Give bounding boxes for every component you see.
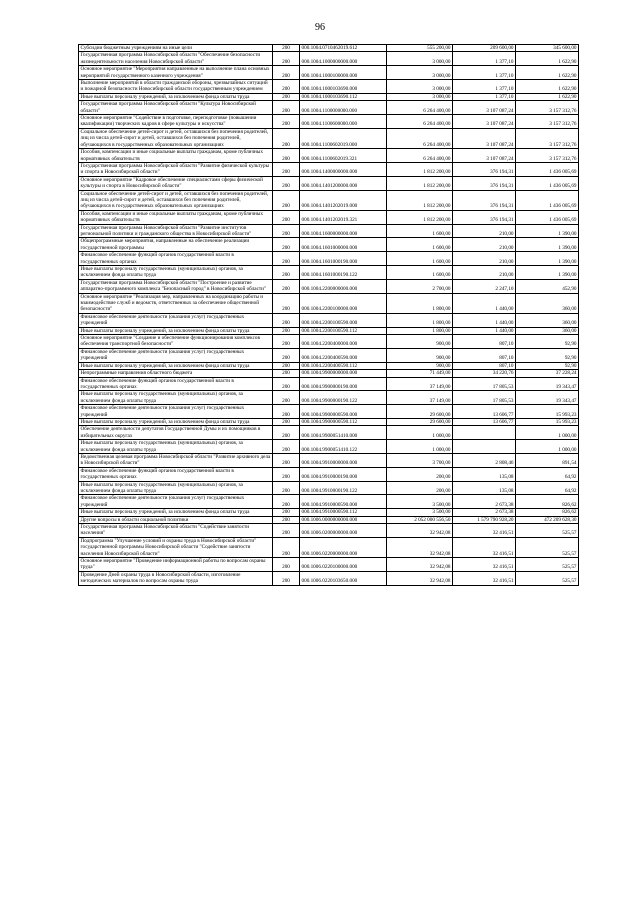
row-name-cell: Государственная программа Новосибирской области "Развитие физической культуры и спорта в Новосибирской области" (79, 162, 273, 176)
row-name-cell: Финансовое обеспечение деятельности (оказания услуг) государственных учреждений (79, 313, 273, 327)
row-approved-cell: 3 500,00 (387, 509, 453, 516)
row-code-cell: 200 (273, 279, 300, 293)
row-name-cell: Государственная программа Новосибирской области "Развитие институтов региональной политики и гражданского общества в Новосибирской области" (79, 224, 273, 238)
row-executed-cell: 3 107 087,24 (453, 149, 516, 163)
row-approved-cell: 6 264 400,00 (387, 128, 453, 148)
row-kbk-cell: 000.1004.9910000590.112 (300, 509, 387, 516)
row-kbk-cell: 000.1004.1600000000.000 (300, 224, 387, 238)
row-executed-cell: 1 377,10 (453, 80, 516, 94)
page-number: 96 (315, 22, 325, 33)
row-code-cell: 200 (273, 66, 300, 80)
row-remaining-cell: 360,00 (516, 293, 579, 313)
row-executed-cell: 1 440,00 (453, 327, 516, 334)
row-kbk-cell: 000.1004.0710462019.612 (300, 45, 387, 52)
row-code-cell: 200 (273, 128, 300, 148)
row-code-cell: 200 (273, 362, 300, 369)
budget-table-body (79, 45, 579, 586)
row-name-cell: Социальное обеспечение детей-сирот и детей, оставшихся без попечения родителей, лиц из числа детей-сирот и детей, оставшихся без попечения родителей, обучающихся в государственных образовательных организациях (79, 128, 273, 148)
row-kbk-cell: 000.1004.1100600000.000 (300, 115, 387, 129)
row-name-cell: Основное мероприятие "Мероприятия направленные на выполнение плана основных мероприятий государственного казенного учреждения" (79, 66, 273, 80)
row-executed-cell: 32 416,51 (453, 524, 516, 538)
row-executed-cell: 3 107 087,24 (453, 128, 516, 148)
table-row (79, 293, 579, 313)
row-name-cell: Иные выплаты персоналу учреждений, за исключением фонда оплаты труда (79, 362, 273, 369)
row-kbk-cell: 000.1004.9900000590.000 (300, 405, 387, 419)
row-approved-cell: 1 600,00 (387, 266, 453, 280)
row-name-cell: Основное мероприятие "Содействие в подготовке, переподготовке (повышении квалификации) творческих кадров в сфере культуры и искусства" (79, 115, 273, 129)
table-row (79, 190, 579, 210)
row-code-cell: 200 (273, 327, 300, 334)
row-approved-cell: 1 800,00 (387, 327, 453, 334)
row-approved-cell: 1 800,00 (387, 313, 453, 327)
row-remaining-cell: 1 622,90 (516, 66, 579, 80)
row-code-cell: 200 (273, 516, 300, 523)
row-executed-cell: 17 805,53 (453, 391, 516, 405)
row-approved-cell: 1 000,00 (387, 426, 453, 440)
row-kbk-cell: 000.1004.1100602019.000 (300, 128, 387, 148)
row-name-cell: Финансовое обеспечение функций органов государственной власти в государственных органах (79, 252, 273, 266)
table-row (79, 516, 579, 523)
row-kbk-cell: 000.1004.9900000190.122 (300, 391, 387, 405)
table-row (79, 348, 579, 362)
row-kbk-cell: 000.1004.9900000590.112 (300, 418, 387, 425)
row-kbk-cell: 000.1004.9900000190.000 (300, 377, 387, 391)
row-name-cell: Непрограммные направления областного бюджета (79, 370, 273, 377)
row-approved-cell: 900,00 (387, 362, 453, 369)
row-approved-cell: 3 500,00 (387, 495, 453, 509)
row-code-cell: 200 (273, 224, 300, 238)
row-remaining-cell: 1 622,90 (516, 52, 579, 66)
table-row (79, 176, 579, 190)
row-executed-cell: 376 194,31 (453, 210, 516, 224)
row-name-cell: Финансовое обеспечение деятельности (оказания услуг) государственных учреждений (79, 348, 273, 362)
row-code-cell: 200 (273, 101, 300, 115)
row-code-cell: 200 (273, 210, 300, 224)
row-approved-cell: 6 264 400,00 (387, 115, 453, 129)
row-kbk-cell: 000.1004.9910000190.000 (300, 467, 387, 481)
table-row (79, 279, 579, 293)
row-executed-cell: 32 416,51 (453, 558, 516, 572)
row-approved-cell: 900,00 (387, 348, 453, 362)
row-remaining-cell: 1 622,90 (516, 80, 579, 94)
row-name-cell: Субсидии бюджетным учреждениям на иные цели (79, 45, 273, 52)
row-name-cell: Финансовое обеспечение деятельности (оказания услуг) государственных учреждений (79, 495, 273, 509)
row-executed-cell: 807,10 (453, 362, 516, 369)
row-executed-cell: 210,00 (453, 252, 516, 266)
table-row (79, 52, 579, 66)
row-code-cell: 200 (273, 524, 300, 538)
row-code-cell: 200 (273, 238, 300, 252)
row-name-cell: Государственная программа Новосибирской области "Содействие занятости населения" (79, 524, 273, 538)
row-remaining-cell: 64,92 (516, 467, 579, 481)
row-kbk-cell: 000.1004.9910000190.122 (300, 481, 387, 495)
row-approved-cell: 3 000,00 (387, 66, 453, 80)
row-approved-cell: 3 000,00 (387, 93, 453, 100)
row-remaining-cell: 452,90 (516, 279, 579, 293)
row-approved-cell: 6 264 400,00 (387, 101, 453, 115)
row-approved-cell: 1 800,00 (387, 293, 453, 313)
row-code-cell: 200 (273, 495, 300, 509)
row-name-cell: Проведение Дней охраны труда в Новосибирской области, изготовление методических материалов по вопросам охраны труда (79, 571, 273, 585)
row-code-cell: 200 (273, 391, 300, 405)
row-executed-cell: 1 440,00 (453, 293, 516, 313)
row-kbk-cell: 000.1004.9900000000.000 (300, 370, 387, 377)
row-executed-cell: 3 107 087,24 (453, 101, 516, 115)
row-executed-cell: 2 808,46 (453, 453, 516, 467)
row-approved-cell: 32 942,08 (387, 524, 453, 538)
row-executed-cell: 376 194,31 (453, 162, 516, 176)
row-approved-cell: 3 000,00 (387, 52, 453, 66)
row-remaining-cell: 1 436 005,69 (516, 210, 579, 224)
row-executed-cell: 1 377,10 (453, 66, 516, 80)
table-row (79, 481, 579, 495)
row-name-cell: Ведомственная целевая программа Новосибирской области "Развитие архивного дела в Новосибирской области" (79, 453, 273, 467)
row-kbk-cell: 000.1004.1401200000.000 (300, 176, 387, 190)
row-executed-cell: 13 606,77 (453, 405, 516, 419)
table-row (79, 391, 579, 405)
row-code-cell: 200 (273, 293, 300, 313)
row-kbk-cell: 000.1004.9900051410.122 (300, 440, 387, 454)
table-row (79, 335, 579, 349)
row-kbk-cell: 000.1004.9910000000.000 (300, 453, 387, 467)
table-row (79, 128, 579, 148)
row-code-cell: 200 (273, 453, 300, 467)
row-name-cell: Выполнение мероприятий в области гражданской обороны, чрезвычайных ситуаций и пожарной безопасности Новосибирской области государственным учреждением (79, 80, 273, 94)
row-approved-cell: 32 942,08 (387, 558, 453, 572)
table-row (79, 467, 579, 481)
row-name-cell: Основное мероприятие "Кадровое обеспечение специалистами сферы физической культуры и спорта в Новосибирской области" (79, 176, 273, 190)
table-row (79, 210, 579, 224)
row-kbk-cell: 000.1004.1401202019.000 (300, 190, 387, 210)
row-kbk-cell: 000.1004.1400000000.000 (300, 162, 387, 176)
table-row (79, 524, 579, 538)
row-approved-cell: 900,00 (387, 335, 453, 349)
row-name-cell: Основное мероприятие "Реализация мер, направленных на координацию работы и взаимодействие служб и ведомств, ответственных за обеспечение общественной безопасности" (79, 293, 273, 313)
row-name-cell: Финансовое обеспечение функций органов государственной власти в государственных органах (79, 377, 273, 391)
row-executed-cell: 807,10 (453, 348, 516, 362)
row-executed-cell: 2 247,10 (453, 279, 516, 293)
row-kbk-cell: 000.1004.2200400000.000 (300, 335, 387, 349)
row-approved-cell: 200,00 (387, 467, 453, 481)
row-approved-cell: 1 600,00 (387, 238, 453, 252)
row-remaining-cell: 826,62 (516, 509, 579, 516)
row-executed-cell: 1 377,10 (453, 52, 516, 66)
row-executed-cell: 32 416,51 (453, 537, 516, 557)
row-name-cell: Основное мероприятие "Создание и обеспечение функционирования комплексов обеспечения транспортной безопасности" (79, 335, 273, 349)
row-kbk-cell: 000.1006.0200000000.000 (300, 524, 387, 538)
row-code-cell: 200 (273, 176, 300, 190)
row-code-cell: 200 (273, 190, 300, 210)
table-row (79, 571, 579, 585)
row-name-cell: Иные выплаты персоналу учреждений, за исключением фонда оплаты труда (79, 418, 273, 425)
row-remaining-cell: 360,00 (516, 327, 579, 334)
row-name-cell: Государственная программа Новосибирской области "Обеспечение безопасности жизнедеятельности населения Новосибирской области" (79, 52, 273, 66)
row-kbk-cell: 000.1004.1000000000.000 (300, 52, 387, 66)
row-remaining-cell: 1 000,00 (516, 426, 579, 440)
row-remaining-cell: 472 209 628,30 (516, 516, 579, 523)
row-kbk-cell: 000.1004.1601000000.000 (300, 238, 387, 252)
row-name-cell: Обеспечение деятельности депутатов Государственной Думы и их помощников в избирательных округах (79, 426, 273, 440)
row-code-cell: 200 (273, 45, 300, 52)
table-row (79, 558, 579, 572)
row-name-cell: Иные выплаты персоналу государственных (муниципальных) органов, за исключением фонда оплаты труда (79, 481, 273, 495)
row-remaining-cell: 1 436 005,69 (516, 176, 579, 190)
row-approved-cell: 1 812 200,00 (387, 210, 453, 224)
row-code-cell: 200 (273, 162, 300, 176)
table-row (79, 93, 579, 100)
row-executed-cell: 2 673,38 (453, 509, 516, 516)
row-name-cell: Финансовое обеспечение функций органов государственной власти в государственных органах (79, 467, 273, 481)
row-kbk-cell: 000.1004.1601000190.000 (300, 252, 387, 266)
table-row (79, 115, 579, 129)
row-code-cell: 200 (273, 252, 300, 266)
table-row (79, 405, 579, 419)
row-approved-cell: 37 149,00 (387, 391, 453, 405)
row-remaining-cell: 525,57 (516, 524, 579, 538)
row-name-cell: Государственная программа Новосибирской области "Культура Новосибирской области" (79, 101, 273, 115)
row-code-cell: 200 (273, 426, 300, 440)
row-remaining-cell: 525,57 (516, 537, 579, 557)
table-row (79, 80, 579, 94)
budget-table (78, 44, 579, 586)
row-remaining-cell: 3 157 312,76 (516, 149, 579, 163)
row-code-cell: 200 (273, 266, 300, 280)
table-row (79, 377, 579, 391)
row-remaining-cell: 1 390,00 (516, 252, 579, 266)
table-row (79, 149, 579, 163)
row-executed-cell: 17 805,53 (453, 377, 516, 391)
row-approved-cell: 29 600,00 (387, 405, 453, 419)
row-code-cell: 200 (273, 418, 300, 425)
row-executed-cell: 13 606,77 (453, 418, 516, 425)
row-remaining-cell: 1 436 005,69 (516, 162, 579, 176)
row-remaining-cell: 3 157 312,76 (516, 101, 579, 115)
row-code-cell: 200 (273, 313, 300, 327)
row-code-cell: 200 (273, 467, 300, 481)
row-name-cell: Иные выплаты персоналу учреждений, за исключением фонда оплаты труда (79, 327, 273, 334)
row-code-cell: 200 (273, 440, 300, 454)
row-name-cell: Основное мероприятие "Проведение информационной работы по вопросам охраны труда" (79, 558, 273, 572)
table-row (79, 266, 579, 280)
row-executed-cell: 209 600,00 (453, 45, 516, 52)
table-row (79, 238, 579, 252)
row-approved-cell: 71 449,00 (387, 370, 453, 377)
row-code-cell: 200 (273, 348, 300, 362)
row-code-cell: 200 (273, 405, 300, 419)
table-row (79, 509, 579, 516)
row-executed-cell: 210,00 (453, 224, 516, 238)
table-row (79, 313, 579, 327)
row-executed-cell (453, 426, 516, 440)
row-kbk-cell: 000.1004.2200100000.000 (300, 293, 387, 313)
row-kbk-cell: 000.1006.0220103650.000 (300, 571, 387, 585)
row-executed-cell: 32 416,51 (453, 571, 516, 585)
table-row (79, 45, 579, 52)
row-executed-cell: 210,00 (453, 266, 516, 280)
row-remaining-cell: 1 622,90 (516, 93, 579, 100)
row-kbk-cell: 000.1004.2200100590.112 (300, 327, 387, 334)
row-remaining-cell: 15 993,23 (516, 418, 579, 425)
row-name-cell: Иные выплаты персоналу государственных (муниципальных) органов, за исключением фонда оплаты труда (79, 440, 273, 454)
row-kbk-cell: 000.1004.1000103690.112 (300, 93, 387, 100)
row-approved-cell: 6 264 400,00 (387, 149, 453, 163)
row-code-cell: 200 (273, 571, 300, 585)
row-kbk-cell: 000.1004.1100602019.321 (300, 149, 387, 163)
row-kbk-cell: 000.1004.1000103690.000 (300, 80, 387, 94)
row-code-cell: 200 (273, 93, 300, 100)
row-code-cell: 200 (273, 335, 300, 349)
row-approved-cell: 1 600,00 (387, 252, 453, 266)
row-name-cell: Пособия, компенсации и иные социальные выплаты гражданам, кроме публичных нормативных обязательств (79, 210, 273, 224)
row-approved-cell: 2 052 000 556,50 (387, 516, 453, 523)
row-remaining-cell: 525,57 (516, 558, 579, 572)
row-remaining-cell: 92,90 (516, 348, 579, 362)
row-executed-cell: 3 107 087,24 (453, 115, 516, 129)
row-name-cell: Подпрограмма "Улучшение условий и охраны труда в Новосибирской области" государственной программы Новосибирской области "Содействие занятости населения Новосибирской области" (79, 537, 273, 557)
table-row (79, 537, 579, 557)
row-remaining-cell: 92,90 (516, 362, 579, 369)
row-code-cell: 200 (273, 149, 300, 163)
row-remaining-cell: 345 600,00 (516, 45, 579, 52)
row-name-cell: Иные выплаты персоналу государственных (муниципальных) органов, за исключением фонда оплаты труда (79, 266, 273, 280)
row-kbk-cell: 000.1004.2200400590.000 (300, 348, 387, 362)
table-row (79, 495, 579, 509)
row-code-cell: 200 (273, 370, 300, 377)
row-approved-cell: 29 600,00 (387, 418, 453, 425)
row-kbk-cell: 000.1004.9910000590.000 (300, 495, 387, 509)
table-row (79, 327, 579, 334)
table-row (79, 224, 579, 238)
row-executed-cell (453, 440, 516, 454)
row-code-cell: 200 (273, 52, 300, 66)
row-approved-cell: 1 812 200,00 (387, 176, 453, 190)
row-remaining-cell: 1 390,00 (516, 266, 579, 280)
row-code-cell: 200 (273, 80, 300, 94)
row-executed-cell: 210,00 (453, 238, 516, 252)
row-remaining-cell: 19 343,47 (516, 391, 579, 405)
row-kbk-cell: 000.1004.2200000000.000 (300, 279, 387, 293)
row-approved-cell: 1 000,00 (387, 440, 453, 454)
row-remaining-cell: 826,62 (516, 495, 579, 509)
row-name-cell: Общепрограммные мероприятия, направленные на обеспечение реализации государственной программы (79, 238, 273, 252)
row-remaining-cell: 1 390,00 (516, 238, 579, 252)
row-remaining-cell: 37 228,24 (516, 370, 579, 377)
row-approved-cell: 1 812 200,00 (387, 162, 453, 176)
row-code-cell: 200 (273, 377, 300, 391)
row-remaining-cell: 360,00 (516, 313, 579, 327)
row-approved-cell: 37 149,00 (387, 377, 453, 391)
row-code-cell: 200 (273, 558, 300, 572)
row-executed-cell: 376 194,31 (453, 176, 516, 190)
row-kbk-cell: 000.1004.1601000190.122 (300, 266, 387, 280)
table-row (79, 362, 579, 369)
row-remaining-cell: 891,54 (516, 453, 579, 467)
row-remaining-cell: 1 000,00 (516, 440, 579, 454)
row-name-cell: Другие вопросы в области социальной политики (79, 516, 273, 523)
row-executed-cell: 135,08 (453, 481, 516, 495)
row-approved-cell: 200,00 (387, 481, 453, 495)
row-remaining-cell: 19 343,47 (516, 377, 579, 391)
table-row (79, 162, 579, 176)
table-row (79, 101, 579, 115)
row-kbk-cell: 000.1004.1000100000.000 (300, 66, 387, 80)
table-row (79, 453, 579, 467)
row-name-cell: Иные выплаты персоналу государственных (муниципальных) органов, за исключением фонда оплаты труда (79, 391, 273, 405)
row-kbk-cell: 000.1004.1100000000.000 (300, 101, 387, 115)
row-remaining-cell: 15 993,23 (516, 405, 579, 419)
row-code-cell: 200 (273, 481, 300, 495)
row-executed-cell: 1 440,00 (453, 313, 516, 327)
row-code-cell: 200 (273, 537, 300, 557)
row-executed-cell: 2 673,38 (453, 495, 516, 509)
table-row (79, 370, 579, 377)
table-row (79, 426, 579, 440)
row-approved-cell: 32 942,08 (387, 537, 453, 557)
row-approved-cell: 3 700,00 (387, 453, 453, 467)
table-row (79, 252, 579, 266)
row-executed-cell: 807,10 (453, 335, 516, 349)
row-name-cell: Социальное обеспечение детей-сирот и детей, оставшихся без попечения родителей, лиц из числа детей-сирот и детей, оставшихся без попечения родителей, обучающихся в государственных образовательных организациях (79, 190, 273, 210)
row-approved-cell: 555 200,00 (387, 45, 453, 52)
row-executed-cell: 376 194,31 (453, 190, 516, 210)
row-remaining-cell: 92,90 (516, 335, 579, 349)
row-kbk-cell: 000.1006.0220100000.000 (300, 558, 387, 572)
row-kbk-cell: 000.1004.1401202019.321 (300, 210, 387, 224)
table-row (79, 66, 579, 80)
row-remaining-cell: 1 390,00 (516, 224, 579, 238)
row-approved-cell: 2 700,00 (387, 279, 453, 293)
row-executed-cell: 1 579 790 928,20 (453, 516, 516, 523)
row-remaining-cell: 64,92 (516, 481, 579, 495)
row-executed-cell: 1 377,10 (453, 93, 516, 100)
row-remaining-cell: 1 436 005,69 (516, 190, 579, 210)
row-kbk-cell: 000.1004.9900051410.000 (300, 426, 387, 440)
row-executed-cell: 135,08 (453, 467, 516, 481)
row-kbk-cell: 000.1004.2200100590.000 (300, 313, 387, 327)
row-executed-cell: 34 220,76 (453, 370, 516, 377)
row-remaining-cell: 3 157 312,76 (516, 128, 579, 148)
row-approved-cell: 32 942,08 (387, 571, 453, 585)
row-remaining-cell: 3 157 312,76 (516, 115, 579, 129)
row-name-cell: Иные выплаты персоналу учреждений, за исключением фонда оплаты труда (79, 509, 273, 516)
row-approved-cell: 3 000,00 (387, 80, 453, 94)
row-name-cell: Иные выплаты персоналу учреждений, за исключением фонда оплаты труда (79, 93, 273, 100)
row-code-cell: 200 (273, 115, 300, 129)
table-row (79, 418, 579, 425)
row-code-cell: 200 (273, 509, 300, 516)
row-approved-cell: 1 600,00 (387, 224, 453, 238)
table-row (79, 440, 579, 454)
row-kbk-cell: 000.1006.0000000000.000 (300, 516, 387, 523)
row-name-cell: Пособия, компенсации и иные социальные выплаты гражданам, кроме публичных нормативных обязательств (79, 149, 273, 163)
row-approved-cell: 1 812 200,00 (387, 190, 453, 210)
row-name-cell: Государственная программа Новосибирской области "Построение и развитие аппаратно-программного комплекса "Безопасный город" в Новосибирской области" (79, 279, 273, 293)
row-remaining-cell: 525,57 (516, 571, 579, 585)
row-kbk-cell: 000.1006.0220000000.000 (300, 537, 387, 557)
row-kbk-cell: 000.1004.2200400590.112 (300, 362, 387, 369)
row-name-cell: Финансовое обеспечение деятельности (оказания услуг) государственных учреждений (79, 405, 273, 419)
